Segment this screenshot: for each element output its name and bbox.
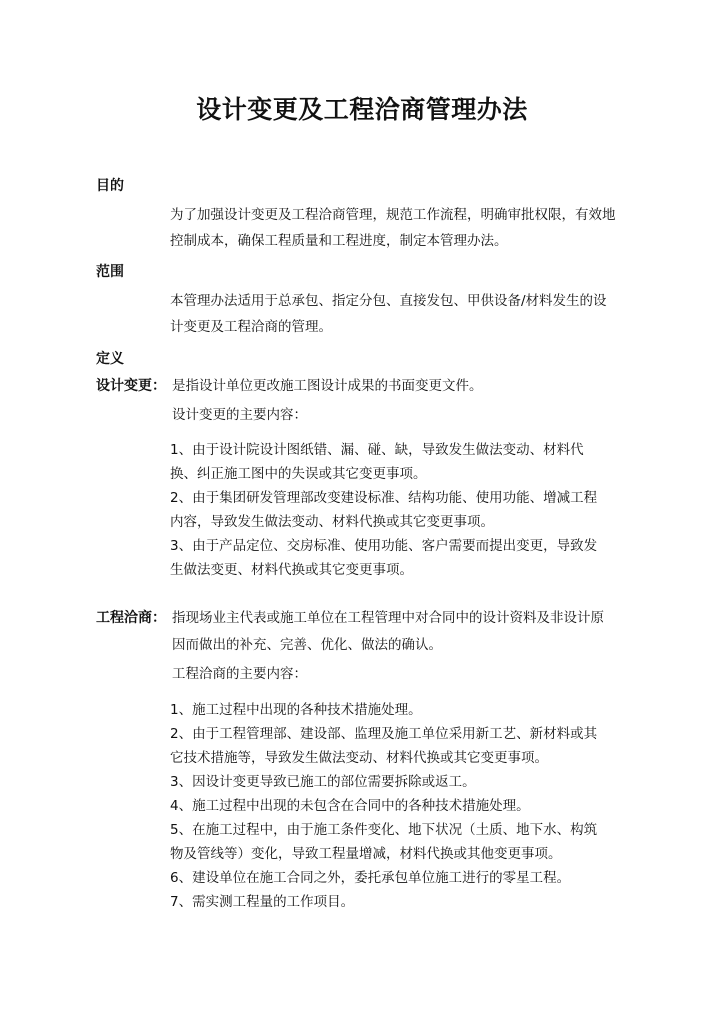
- negotiation-item-line: 它技术措施等，导致发生做法变动、材料代换或其它变更事项。: [170, 750, 548, 766]
- negotiation-item-line: 2、由于工程管理部、建设部、监理及施工单位采用新工艺、新材料或其: [170, 726, 598, 742]
- negotiation-term: 工程洽商：: [96, 610, 166, 626]
- negotiation-item-line: 6、建设单位在施工合同之外，委托承包单位施工进行的零星工程。: [170, 870, 571, 886]
- design-change-subheading: 设计变更的主要内容：: [172, 407, 307, 423]
- negotiation-item-line: 4、施工过程中出现的未包含在合同中的各种技术措施处理。: [170, 798, 530, 814]
- scope-line: 计变更及工程洽商的管理。: [170, 319, 332, 335]
- document-title: 设计变更及工程洽商管理办法: [196, 95, 528, 124]
- definition-heading: 定义: [96, 351, 124, 367]
- negotiation-definition-line: 指现场业主代表或施工单位在工程管理中对合同中的设计资料及非设计原: [172, 610, 604, 626]
- purpose-line: 控制成本，确保工程质量和工程进度，制定本管理办法。: [170, 233, 508, 249]
- purpose-heading: 目的: [96, 178, 124, 194]
- design-change-term: 设计变更：: [96, 378, 166, 394]
- design-change-item-line: 1、由于设计院设计图纸错、漏、碰、缺，导致发生做法变动、材料代: [170, 442, 584, 458]
- purpose-line: 为了加强设计变更及工程洽商管理，规范工作流程，明确审批权限，有效地: [170, 207, 616, 223]
- design-change-item-line: 3、由于产品定位、交房标准、使用功能、客户需要而提出变更，导致发: [170, 538, 598, 554]
- negotiation-item-line: 5、在施工过程中，由于施工条件变化、地下状况（土质、地下水、构筑: [170, 822, 598, 838]
- negotiation-definition-line: 因而做出的补充、完善、优化、做法的确认。: [172, 637, 442, 653]
- design-change-definition: 是指设计单位更改施工图设计成果的书面变更文件。: [172, 378, 483, 394]
- design-change-item-line: 2、由于集团研发管理部改变建设标准、结构功能、使用功能、增减工程: [170, 490, 598, 506]
- negotiation-subheading: 工程洽商的主要内容：: [172, 666, 307, 682]
- design-change-item-line: 内容，导致发生做法变动、材料代换或其它变更事项。: [170, 514, 494, 530]
- negotiation-item-line: 7、需实测工程量的工作项目。: [170, 894, 355, 910]
- design-change-item-line: 生做法变更、材料代换或其它变更事项。: [170, 562, 413, 578]
- scope-line: 本管理办法适用于总承包、指定分包、直接发包、甲供设备/材料发生的设: [170, 293, 607, 309]
- design-change-item-line: 换、纠正施工图中的失误或其它变更事项。: [170, 466, 427, 482]
- negotiation-item-line: 1、施工过程中出现的各种技术措施处理。: [170, 702, 422, 718]
- negotiation-item-line: 物及管线等）变化，导致工程量增减，材料代换或其他变更事项。: [170, 846, 562, 862]
- negotiation-item-line: 3、因设计变更导致已施工的部位需要拆除或返工。: [170, 774, 476, 790]
- scope-heading: 范围: [96, 264, 124, 280]
